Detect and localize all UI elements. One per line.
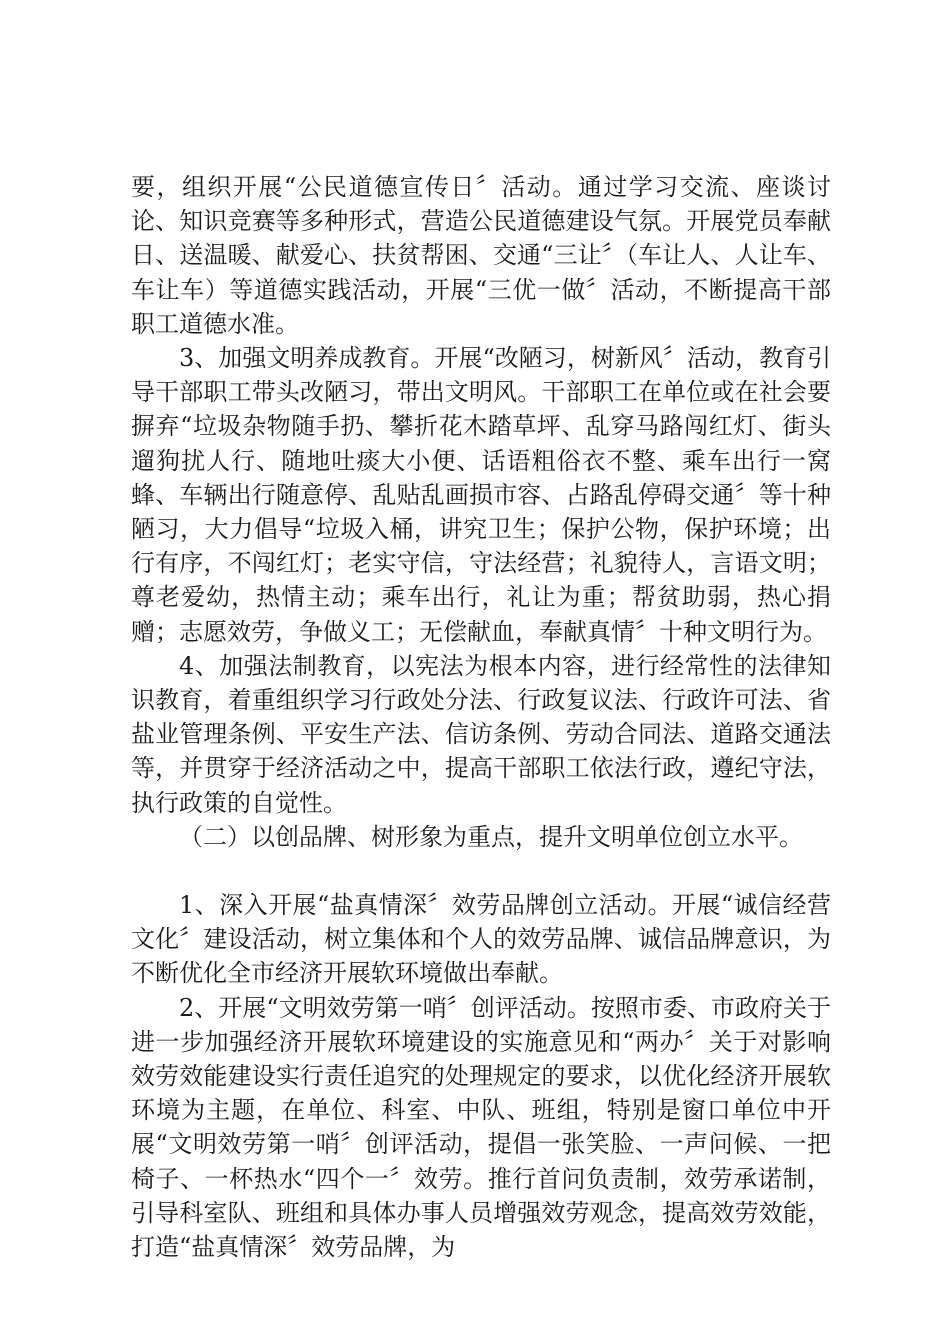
paragraph-item-4: 4、加强法制教育，以宪法为根本内容，进行经常性的法律知识教育，着重组织学习行政处分法、行政复议法、行政许可法、省盐业管理条例、平安生产法、信访条例、劳动合同法、道路交通法等，并贯穿于经济活动之中，提高干部职工依法行政，遵纪守法，执行政策的自觉性。 <box>131 651 831 817</box>
paragraph-item-3: 3、加强文明养成教育。开展“改陋习，树新风〞活动，教育引导干部职工带头改陋习，带出文明风。干部职工在单位或在社会要摒弃“垃圾杂物随手扔、攀折花木踏草坪、乱穿马路闯红灯、街头遛狗扰人行、随地吐痰大小便、话语粗俗衣不整、乘车出行一窝蜂、车辆出行随意停、乱贴乱画损市容、占路乱停碍交通〞等十种陋习，大力倡导“垃圾入桶，讲究卫生；保护公物，保护环境；出行有序，不闯红灯；老实守信，守法经营；礼貌待人，言语文明；尊老爱幼，热情主动；乘车出行，礼让为重；帮贫助弱，热心捐赠；志愿效劳，争做义工；无偿献血，奉献真情〞十种文明行为。 <box>131 344 831 646</box>
paragraph-continuation: 要，组织开展“公民道德宣传日〞活动。通过学习交流、座谈讨论、知识竞赛等多种形式，营造公民道德建设气氛。开展党员奉献日、送温暖、献爱心、扶贫帮困、交通“三让〞（车让人、人让车、车让车）等道德实践活动，开展“三优一做〞活动，不断提高干部职工道德水准。 <box>131 173 831 338</box>
document-body <box>131 170 831 1264</box>
section-heading-2: （二）以创品牌、树形象为重点，提升文明单位创立水平。 <box>179 822 803 851</box>
paragraph-subitem-2: 2、开展“文明效劳第一哨〞创评活动。按照市委、市政府关于进一步加强经济开展软环境建设的实施意见和“两办〞关于对影响效劳效能建设实行责任追究的处理规定的要求，以优化经济开展软环境为主题，在单位、科室、中队、班组，特别是窗口单位中开展“文明效劳第一哨〞创评活动，提倡一张笑脸、一声问候、一把椅子、一杯热水“四个一〞效劳。推行首问负责制，效劳承诺制，引导科室队、班组和具体办事人员增强效劳观念，提高效劳效能，打造“盐真情深〞效劳品牌，为 <box>131 993 831 1262</box>
paragraph-subitem-1: 1、深入开展“盐真情深〞效劳品牌创立活动。开展“诚信经营文化〞建设活动，树立集体和个人的效劳品牌、诚信品牌意识，为不断优化全市经济开展软环境做出奉献。 <box>131 891 831 988</box>
